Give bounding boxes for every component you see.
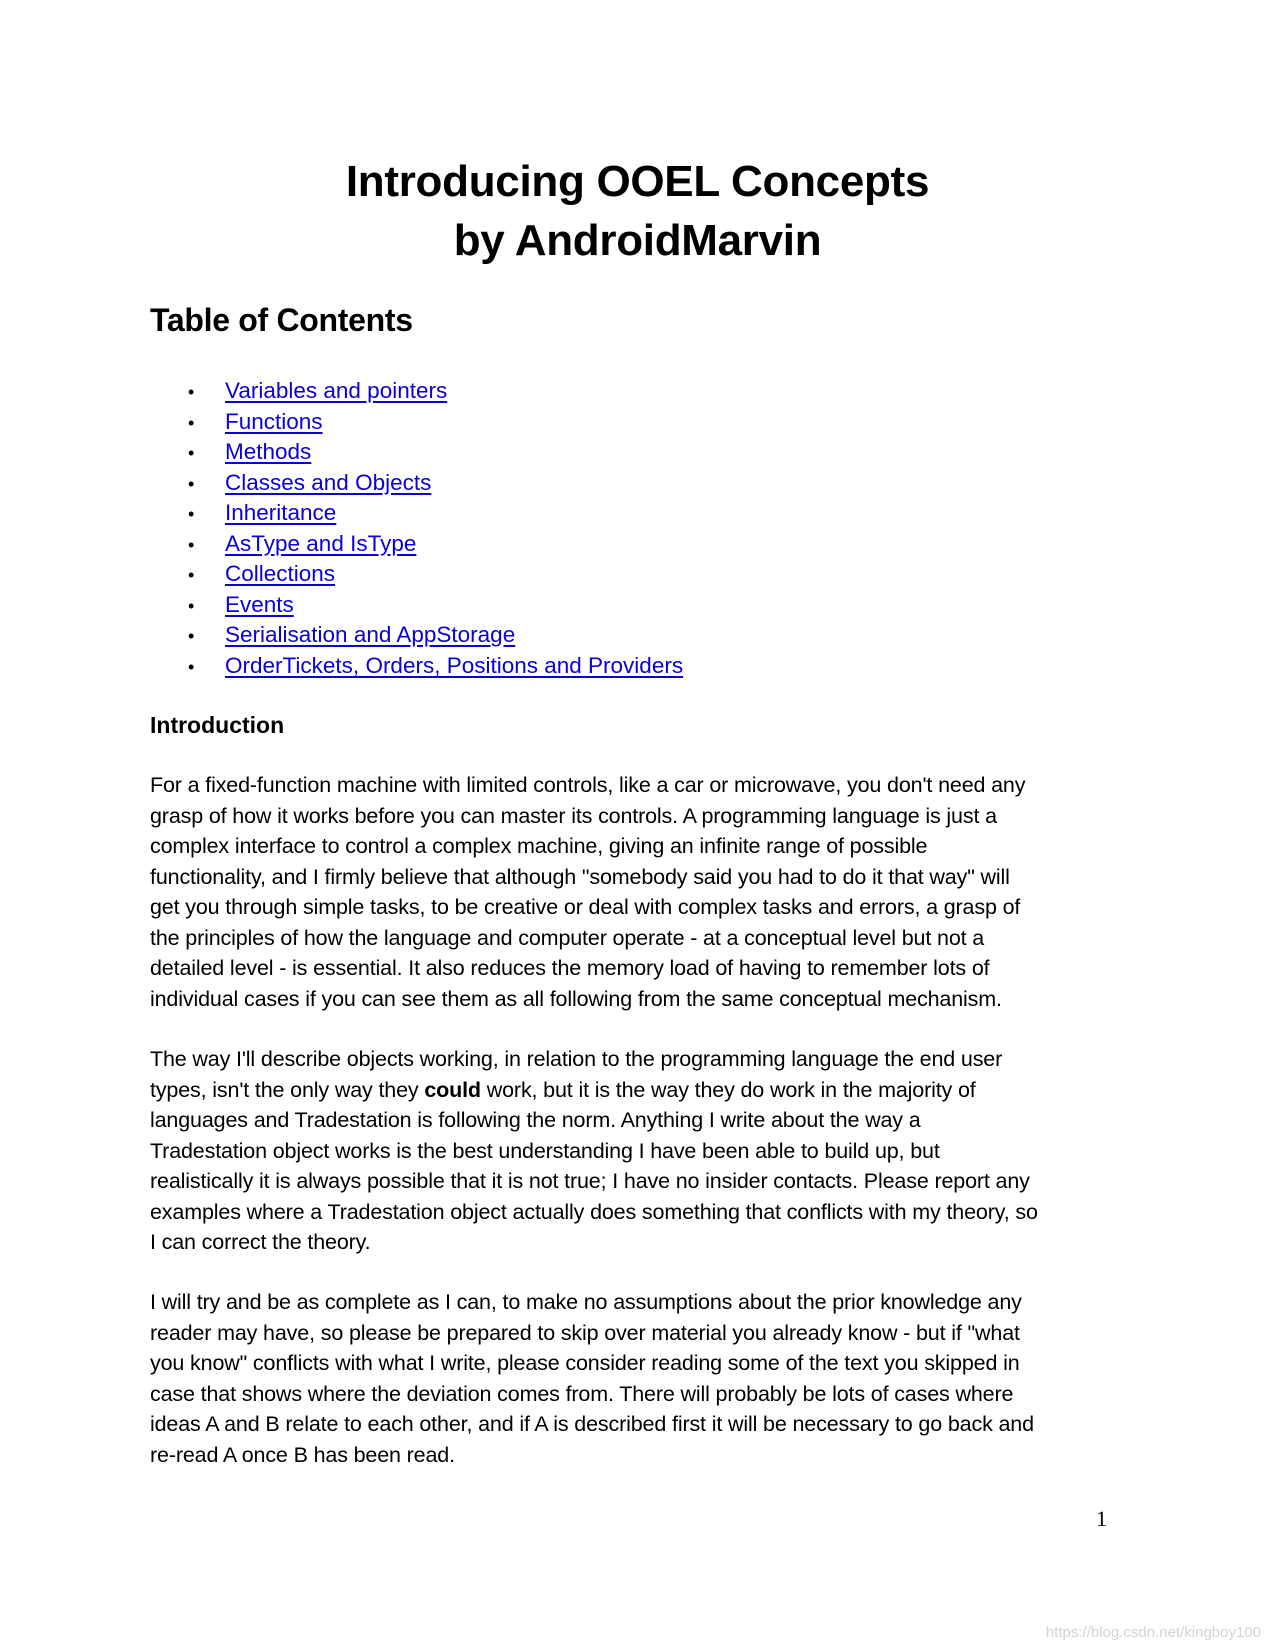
document-title — [0, 152, 1275, 270]
paragraph-line: detailed level - is essential. It also reduces the memory load of having to remember lots of — [150, 956, 990, 980]
bullet-icon: • — [188, 595, 195, 616]
toc-item — [150, 376, 683, 407]
paragraph-line: languages and Tradestation is following the norm. Anything I write about the way a — [150, 1108, 921, 1132]
paragraph-line: Tradestation object works is the best understanding I have been able to build up, but — [150, 1138, 940, 1163]
paragraph-line: I can correct the theory. — [150, 1230, 371, 1254]
paragraph-line: individual cases if you can see them as all following from the same conceptual mechanism. — [150, 986, 1002, 1011]
paragraph-line: complex interface to control a complex machine, giving an infinite range of possible — [150, 834, 928, 858]
paragraph-line: reader may have, so please be prepared to skip over material you already know - but if "what — [150, 1320, 1020, 1345]
title-line-1: Introducing OOEL Concepts — [345, 157, 930, 206]
toc-link-inheritance[interactable]: Inheritance — [225, 500, 337, 525]
toc-heading: Table of Contents — [150, 302, 413, 338]
toc-link-astype-and-istype[interactable]: AsType and IsType — [225, 530, 417, 556]
bullet-icon: • — [188, 656, 195, 677]
intro-paragraph-1 — [150, 770, 1150, 1014]
bullet-icon: • — [188, 504, 195, 524]
title-line-2: by AndroidMarvin — [453, 216, 822, 265]
toc-link-classes-and-objects[interactable]: Classes and Objects — [225, 469, 432, 495]
toc-item — [150, 529, 683, 560]
toc-item — [150, 468, 683, 499]
toc-link-serialisation-and-appstorage[interactable]: Serialisation and AppStorage — [225, 622, 516, 647]
toc-link-functions[interactable]: Functions — [225, 408, 323, 434]
paragraph-line-with-emphasis — [150, 1075, 1150, 1106]
bullet-icon: • — [188, 626, 195, 646]
toc-item — [150, 620, 683, 651]
toc-link-events[interactable]: Events — [225, 591, 294, 617]
bullet-icon: • — [188, 534, 195, 555]
table-of-contents — [150, 376, 683, 681]
paragraph-line: For a fixed-function machine with limited controls, like a car or microwave, you don't need any — [150, 773, 1026, 797]
toc-item — [150, 651, 683, 682]
intro-paragraph-3 — [150, 1287, 1150, 1470]
emphasis-could: could — [424, 1077, 481, 1102]
bullet-icon: • — [188, 382, 195, 402]
toc-item — [150, 590, 683, 621]
bullet-icon: • — [188, 412, 195, 433]
paragraph-line: ideas A and B relate to each other, and if A is described first it will be necessary to go back and — [150, 1412, 1034, 1436]
paragraph-line: examples where a Tradestation object actually does something that conflicts with my theory, so — [150, 1199, 1038, 1224]
introduction-heading: Introduction — [150, 712, 285, 738]
watermark: https://blog.csdn.net/kingboy100 — [1045, 1624, 1261, 1641]
paragraph-line: get you through simple tasks, to be creative or deal with complex tasks and errors, a grasp of — [150, 895, 1021, 919]
paragraph-line: case that shows where the deviation comes from. There will probably be lots of cases where — [150, 1381, 1014, 1406]
toc-link-collections[interactable]: Collections — [225, 561, 336, 586]
paragraph-line: realistically it is always possible that it is not true; I have no insider contacts. Please report any — [150, 1169, 1030, 1193]
toc-item — [150, 437, 683, 468]
toc-item — [150, 407, 683, 438]
intro-paragraph-2 — [150, 1044, 1150, 1258]
toc-item — [150, 559, 683, 590]
bullet-icon: • — [188, 473, 195, 494]
bullet-icon: • — [188, 565, 195, 585]
page-number: 1 — [1096, 1506, 1107, 1531]
paragraph-line: The way I'll describe objects working, in relation to the programming language the end user — [150, 1047, 1003, 1071]
toc-link-methods[interactable]: Methods — [225, 439, 312, 464]
text-segment: types, isn't the only way they — [150, 1077, 425, 1102]
bullet-icon: • — [188, 443, 195, 463]
toc-link-ordertickets-orders-positions-providers[interactable]: OrderTickets, Orders, Positions and Providers — [225, 652, 684, 678]
paragraph-line: I will try and be as complete as I can, to make no assumptions about the prior knowledge any — [150, 1290, 1022, 1314]
paragraph-line: functionality, and I firmly believe that although "somebody said you had to do it that way" will — [150, 864, 1010, 889]
paragraph-line: grasp of how it works before you can master its controls. A programming language is just a — [150, 803, 997, 828]
toc-link-variables-and-pointers[interactable]: Variables and pointers — [225, 378, 448, 403]
paragraph-line: the principles of how the language and computer operate - at a conceptual level but not a — [150, 925, 985, 950]
paragraph-line: you know" conflicts with what I write, please consider reading some of the text you skipped in — [150, 1351, 1020, 1375]
paragraph-line: re-read A once B has been read. — [150, 1442, 455, 1467]
toc-item — [150, 498, 683, 529]
text-segment: work, but it is the way they do work in the majority of — [480, 1077, 976, 1102]
